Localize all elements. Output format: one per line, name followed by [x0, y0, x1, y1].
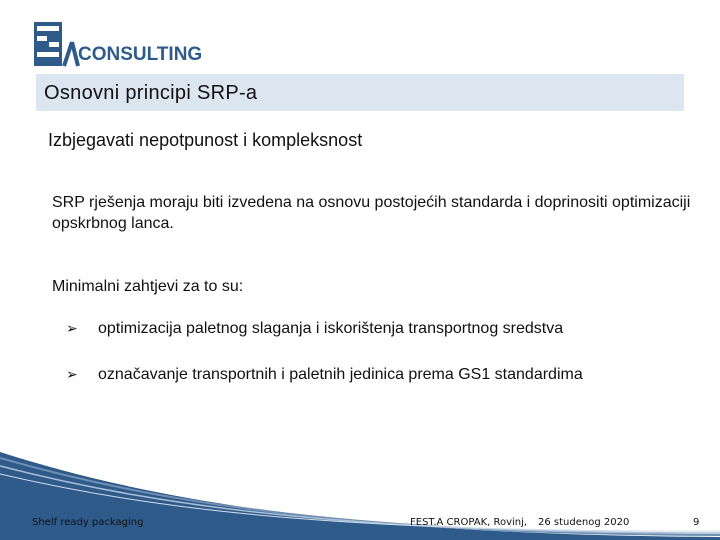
logo — [34, 22, 203, 66]
bullet-text: optimizacija paletnog slaganja i iskorištenja transportnog sredstva — [98, 320, 564, 337]
bullet-item — [66, 320, 563, 338]
body-paragraph: SRP rješenja moraju biti izvedena na osnovu postojećih standarda i doprinositi optimizaciji opskrbnog lanca. — [52, 194, 691, 232]
body-paragraph-requirements: Minimalni zahtjevi za to su: — [52, 278, 244, 295]
bullet-text: označavanje transportnih i paletnih jedinica prema GS1 standardima — [98, 366, 583, 383]
footer-middle: FEST.A CROPAK, Rovinj, — [410, 517, 528, 528]
page-number: 9 — [693, 517, 700, 528]
logo-wordmark: CONSULTING — [78, 44, 203, 65]
bullet-item — [66, 366, 583, 384]
footer-left: Shelf ready packaging — [32, 517, 144, 528]
title-bar — [36, 74, 684, 111]
arrow-bullet-icon: ➢ — [66, 366, 78, 382]
footer-date: 26 studenog 2020 — [538, 517, 630, 528]
section-heading: Izbjegavati nepotpunost i kompleksnost — [48, 130, 363, 150]
arrow-bullet-icon: ➢ — [66, 320, 78, 336]
slide-title: Osnovni principi SRP-a — [44, 82, 258, 104]
sa-logo-mark — [34, 22, 203, 66]
